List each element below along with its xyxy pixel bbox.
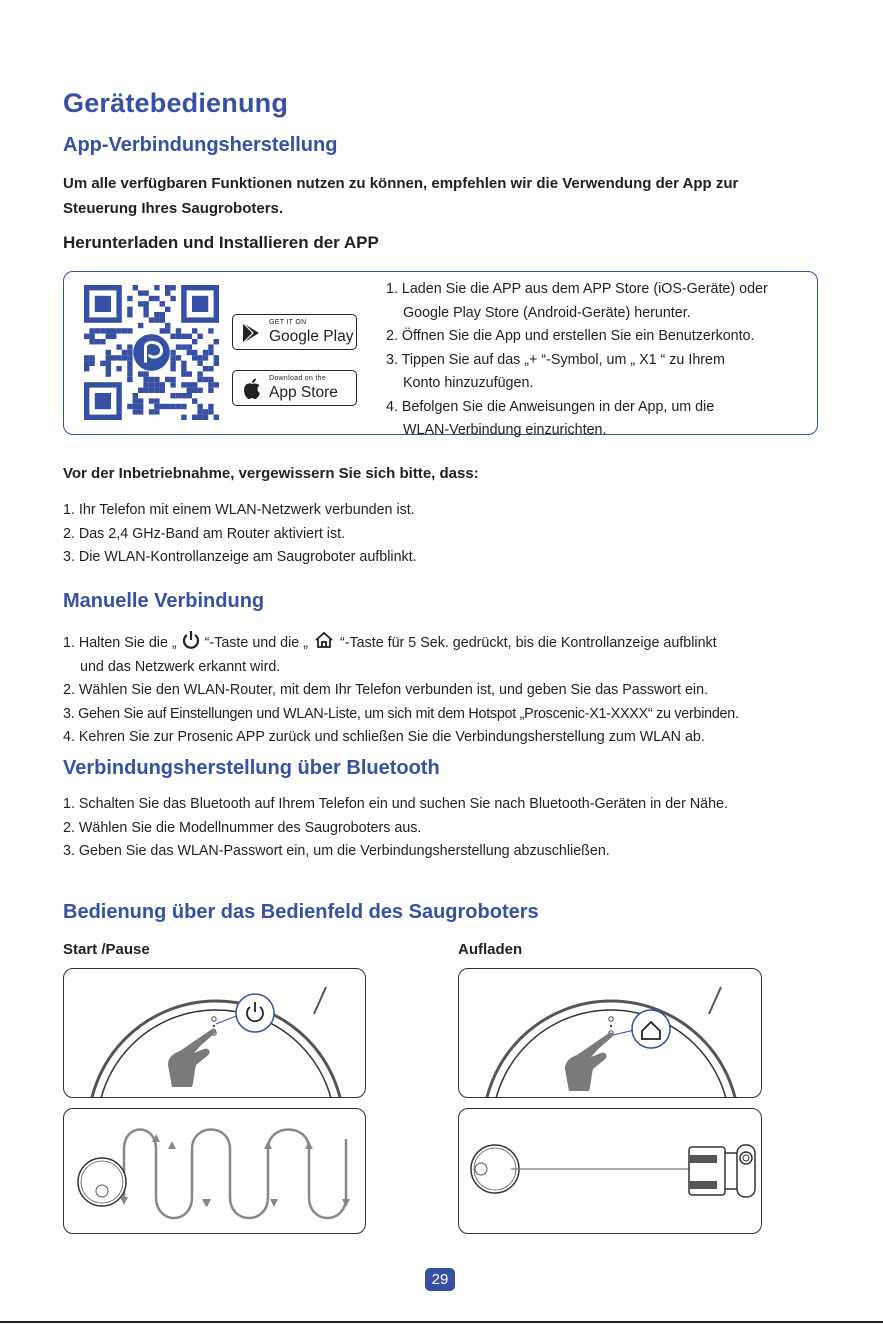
app-step-1 <box>386 278 768 325</box>
app-step-3 <box>386 349 768 396</box>
prereq-item: 1. Ihr Telefon mit einem WLAN-Netzwerk verbunden ist. <box>63 502 415 518</box>
app-intro-line-1: Um alle verfügbaren Funktionen nutzen zu können, empfehlen wir die Verwendung der App zur <box>63 175 739 192</box>
manual-steps <box>63 631 739 750</box>
prereq-heading: Vor der Inbetriebnahme, vergewissern Sie sich bitte, dass: <box>63 465 479 482</box>
app-download-box <box>63 271 818 438</box>
manual-step: 4. Kehren Sie zur Prosenic APP zurück und schließen Sie die Verbindungsherstellung zum WLAN ab. <box>63 729 705 745</box>
bluetooth-list <box>63 793 728 864</box>
app-steps <box>386 278 768 443</box>
prereq-item: 2. Das 2,4 GHz-Band am Router aktiviert ist. <box>63 525 346 542</box>
app-step-2-line-1: 2. Öffnen Sie die App und erstellen Sie ein Benutzerkonto. <box>386 328 755 344</box>
app-step-3-line-2: Konto hinzuzufügen. <box>403 375 534 391</box>
page-title: Gerätebedienung <box>63 88 289 118</box>
charging-label: Aufladen <box>458 941 523 958</box>
google-play-button[interactable] <box>232 314 357 350</box>
start-pause-robot-illustration <box>63 968 366 1098</box>
play-store-icon <box>240 322 262 344</box>
app-store-small-text: Download on the <box>269 375 327 382</box>
start-pause-label: Start /Pause <box>63 941 150 958</box>
app-store-label: App Store <box>269 384 338 401</box>
manual-step-1-part-a: 1. Halten Sie die „ <box>63 635 177 651</box>
app-step-4-line-2: WLAN-Verbindung einzurichten. <box>403 422 607 438</box>
google-play-label: Google Play <box>269 328 354 345</box>
cleaning-path-illustration <box>63 1108 366 1234</box>
download-heading: Herunterladen und Installieren der APP <box>63 233 379 252</box>
manual-step: 2. Wählen Sie den WLAN-Router, mit dem Ihr Telefon verbunden ist, und geben Sie das Passwort ein. <box>63 682 709 698</box>
prereq-list <box>63 499 417 570</box>
app-step-3-line-1: 3. Tippen Sie auf das „+ “-Symbol, um „ X1 “ zu Ihrem <box>386 351 725 368</box>
manual-step-1-part-b: “-Taste und die „ <box>204 635 308 651</box>
app-store-button[interactable] <box>232 370 357 406</box>
return-to-dock-illustration <box>458 1108 762 1234</box>
manual-step-1-part-c: “-Taste für 5 Sek. gedrückt, bis die Kontrollanzeige aufblinkt <box>339 635 717 651</box>
app-step-1-line-2: Google Play Store (Android-Geräte) herunter. <box>403 304 691 321</box>
bluetooth-item: 1. Schalten Sie das Bluetooth auf Ihrem Telefon ein und suchen Sie nach Bluetooth-Geräten in der Nähe. <box>63 796 728 812</box>
home-icon <box>314 631 334 649</box>
manual-step: 3. Gehen Sie auf Einstellungen und WLAN-Liste, um sich mit dem Hotspot „Proscenic-X1-XXXX“ zu verbinden. <box>63 705 739 722</box>
panel-heading: Bedienung über das Bedienfeld des Saugroboters <box>63 901 539 923</box>
app-step-4 <box>386 396 768 443</box>
bluetooth-item: 3. Geben Sie das WLAN-Passwort ein, um die Verbindungsherstellung abzuschließen. <box>63 843 610 859</box>
app-intro <box>63 171 738 221</box>
qr-code-icon <box>84 285 222 426</box>
app-connection-heading: App-Verbindungsherstellung <box>63 134 338 156</box>
prereq-item: 3. Die WLAN-Kontrollanzeige am Saugroboter aufblinkt. <box>63 549 417 565</box>
app-step-1-line-1: 1. Laden Sie die APP aus dem APP Store (iOS-Geräte) oder <box>386 281 768 297</box>
power-icon <box>181 631 201 649</box>
apple-icon <box>242 377 262 401</box>
bottom-rule <box>0 1321 883 1323</box>
charging-robot-illustration <box>458 968 762 1098</box>
app-step-4-line-1: 4. Befolgen Sie die Anweisungen in der App, um die <box>386 398 715 415</box>
manual-step-1 <box>63 631 739 656</box>
bluetooth-item: 2. Wählen Sie die Modellnummer des Saugroboters aus. <box>63 819 422 836</box>
page-number: 29 <box>425 1268 455 1291</box>
manual-connection-heading: Manuelle Verbindung <box>63 590 265 612</box>
app-step-2 <box>386 325 768 349</box>
bluetooth-heading: Verbindungsherstellung über Bluetooth <box>63 757 440 779</box>
google-play-small-text: GET IT ON <box>269 319 307 326</box>
hand-icon <box>168 1028 216 1087</box>
app-intro-line-2: Steuerung Ihres Saugroboters. <box>63 200 284 217</box>
manual-step-1-line-2: und das Netzwerk erkannt wird. <box>80 658 281 675</box>
